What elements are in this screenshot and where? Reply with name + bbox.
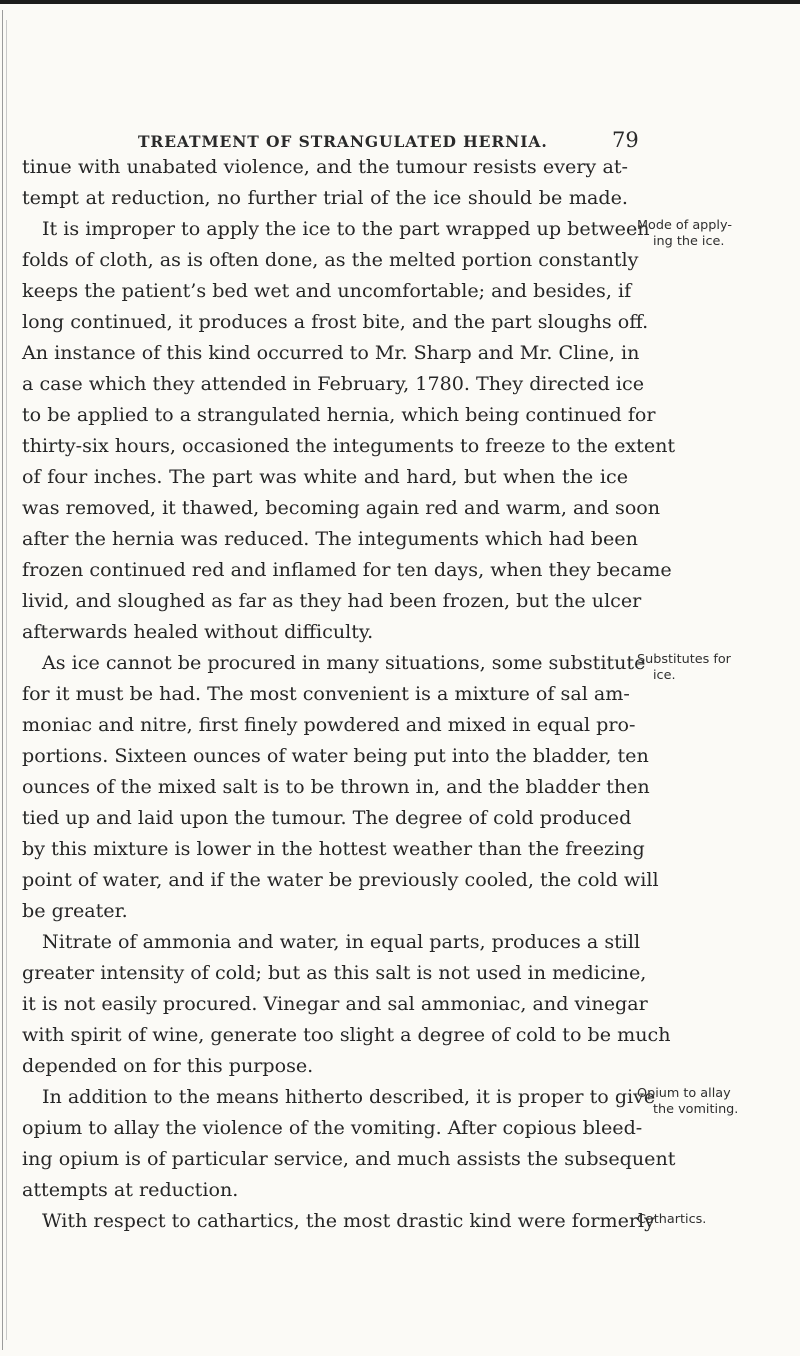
text-line: depended on for this purpose. xyxy=(22,1054,314,1077)
text-line: ounces of the mixed salt is to be thrown in, and the bladder then xyxy=(22,775,650,798)
margin-note-line: ing the ice. xyxy=(653,234,725,249)
text-line: In addition to the means hitherto described, it is proper to give xyxy=(42,1085,656,1108)
margin-note-line: Mode of apply- xyxy=(637,218,732,233)
text-line: after the hernia was reduced. The integuments which had been xyxy=(22,527,638,550)
text-line: keeps the patient’s bed wet and uncomfortable; and besides, if xyxy=(22,279,632,302)
text-line: It is improper to apply the ice to the part wrapped up between xyxy=(42,217,650,240)
margin-note-line: the vomiting. xyxy=(653,1102,739,1117)
text-line: for it must be had. The most convenient is a mixture of sal am- xyxy=(22,682,630,705)
margin-note-opium-to-allay-vomiting xyxy=(637,1086,738,1118)
text-line: tempt at reduction, no further trial of the ice should be made. xyxy=(22,186,628,209)
margin-note-line: ice. xyxy=(653,668,676,683)
margin-note-line: Opium to allay xyxy=(637,1086,731,1101)
top-rule xyxy=(0,0,800,4)
text-line: folds of cloth, as is often done, as the melted portion constantly xyxy=(22,248,639,271)
text-line: to be applied to a strangulated hernia, which being continued for xyxy=(22,403,656,426)
text-line: point of water, and if the water be previously cooled, the cold will xyxy=(22,868,659,891)
text-line: ing opium is of particular service, and much assists the subsequent xyxy=(22,1147,676,1170)
text-line: was removed, it thawed, becoming again red and warm, and soon xyxy=(22,496,661,519)
text-line: An instance of this kind occurred to Mr. Sharp and Mr. Cline, in xyxy=(22,341,640,364)
text-line: of four inches. The part was white and hard, but when the ice xyxy=(22,465,628,488)
text-line: tinue with unabated violence, and the tumour resists every at- xyxy=(22,155,628,178)
page-number: 79 xyxy=(612,128,639,152)
text-line: As ice cannot be procured in many situations, some substitute xyxy=(42,651,646,674)
margin-note-mode-of-applying-ice xyxy=(637,218,732,250)
text-line: by this mixture is lower in the hottest weather than the freezing xyxy=(22,837,645,860)
text-line: moniac and nitre, first finely powdered and mixed in equal pro- xyxy=(22,713,636,736)
text-line: frozen continued red and inflamed for ten days, when they became xyxy=(22,558,672,581)
text-line: opium to allay the violence of the vomiting. After copious bleed- xyxy=(22,1116,643,1139)
text-line: tied up and laid upon the tumour. The degree of cold produced xyxy=(22,806,632,829)
margin-note-cathartics xyxy=(637,1212,706,1228)
text-line: Nitrate of ammonia and water, in equal parts, produces a still xyxy=(42,930,641,953)
running-head: TREATMENT OF STRANGULATED HERNIA. xyxy=(138,132,548,151)
text-line: with spirit of wine, generate too slight a degree of cold to be much xyxy=(22,1023,671,1046)
text-line: portions. Sixteen ounces of water being put into the bladder, ten xyxy=(22,744,649,767)
margin-note-line: Substitutes for xyxy=(637,652,731,667)
text-line: be greater. xyxy=(22,899,128,922)
text-line: thirty-six hours, occasioned the integuments to freeze to the extent xyxy=(22,434,676,457)
margin-note-substitutes-for-ice xyxy=(637,652,731,684)
binding-edge-inner xyxy=(6,20,7,1340)
margin-note-line: Cathartics. xyxy=(637,1212,707,1227)
text-line: With respect to cathartics, the most drastic kind were formerly xyxy=(42,1209,655,1232)
text-line: attempts at reduction. xyxy=(22,1178,239,1201)
text-line: afterwards healed without difficulty. xyxy=(22,620,374,643)
text-line: it is not easily procured. Vinegar and sal ammoniac, and vinegar xyxy=(22,992,648,1015)
text-line: greater intensity of cold; but as this salt is not used in medicine, xyxy=(22,961,647,984)
text-line: a case which they attended in February, 1780. They directed ice xyxy=(22,372,645,395)
text-line: long continued, it produces a frost bite, and the part sloughs off. xyxy=(22,310,649,333)
text-line: livid, and sloughed as far as they had been frozen, but the ulcer xyxy=(22,589,642,612)
binding-edge xyxy=(2,10,3,1350)
